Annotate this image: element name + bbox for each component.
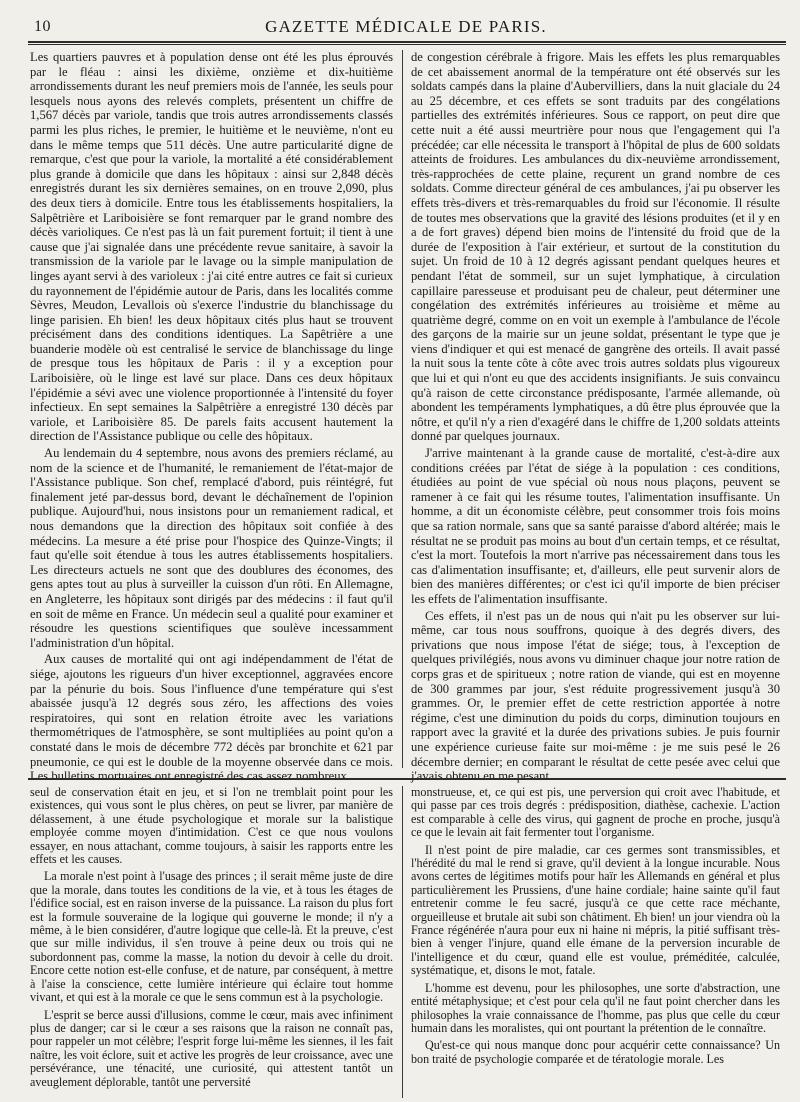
- upper-left-paragraph-1: Les quartiers pauvres et à population dense ont été les plus éprouvés par le fléau : ainsi les dixième, onzième et dix-huitième arrondissements durant les neuf premiers mois de l'année, les seuls pour lesquels nous ayons des relevés complets, présentent un chiffre de 1,567 décès par variole, tandis que trois autres arrondissements classés parmi les plus riches, le premier, le huitième et le neuvième, n'ont eu dans le même temps que 511 décès. Une autre particularité digne de remarque, c'est que pour la variole, la mortalité a été considérablement plus grande à domicile que dans les hôpitaux : ainsi sur 2,848 décès enregistrés durant les six dernières semaines, on en trouve 2,090, plus des deux tiers à domicile. Entre tous les établissements hospitaliers, la Salpêtrière et Lariboisière se font remarquer par le grand nombre des décès varioliques. Ce n'est pas là un fait purement fortuit; il tient à une cause que j'ai signalée dans une précédente revue sanitaire, à savoir la transmission de la variole par le lavage ou la simple manipulation de linges ayant servi à des varioleux : j'ai cité entre autres ce fait si curieux du rayonnement de l'épidémie autour de Paris, dans les localités comme Sèvres, Meudon, Levallois où s'exerce l'industrie du blanchissage du linge parisien. Eh bien! les deux hôpitaux cités plus haut se trouvent précisément dans des conditions identiques. La Sapêtrière a une buanderie modèle où est centralisé le service de blanchissage du linge de presque tous les hôpitaux de Paris : il y a exception pour Lariboisière, où le linge est lavé sur place. Dans ces deux hôpitaux l'épidémie a sévi avec une violence proportionnée à l'intensité du foyer infectieux. En sept semaines la Salpêtrière a enregistré 130 décès par variole, et Lariboisière 85. De parels faits accusent hautement la direction de l'Assistance publique ou celle des hôpitaux.: [30, 50, 393, 444]
- header-rule-thin: [28, 44, 786, 45]
- upper-right-column: [411, 50, 780, 784]
- lower-right-paragraph-3: L'homme est devenu, pour les philosophes, une sorte d'abstraction, une entité métaphysique; et c'est pour cela qu'il ne faut point chercher dans les philosophes la vraie connaissance de l'homme, pas plus que celle du cœur humain dans les moralistes, qui ont pourtant la prétention de le connaître.: [411, 980, 780, 1035]
- page-number: 10: [34, 18, 51, 35]
- lower-left-paragraph-3: L'esprit se berce aussi d'illusions, comme le cœur, mais avec infiniment plus de danger; car si le cœur a ses raisons que la raison ne connaît pas, pour rappeler un mot célèbre; l'esprit forge lui-même les siennes, il les fait naître, les voit éclore, suit et active les progrès de leur croissance, avec une persévérance, une ténacité, une curiosité, qui attestent tantôt un aveuglement déplorable, tantôt une perversité: [30, 1007, 393, 1089]
- section-rule: [28, 778, 786, 780]
- page-header: [30, 14, 782, 38]
- lower-right-paragraph-4: Qu'est-ce qui nous manque donc pour acquérir cette connaissance? Un bon traité de psychologie comparée et de tératologie morale. Les: [411, 1038, 780, 1066]
- upper-left-column: [30, 50, 393, 784]
- lower-right-paragraph-1: monstrueuse, et, ce qui est pis, une perversion qui croit avec l'habitude, et qui passe par ces trois degrés : prédisposition, diathèse, cachexie. L'action est comparable à celle des virus, qui gagnent de proche en proche, jusqu'à ce que le levain ait fait fermenter tout l'organisme.: [411, 785, 780, 840]
- lower-right-paragraph-2: Il n'est point de pire maladie, car ces germes sont transmissibles, et l'hérédité du mal le rend si grave, qu'il devient à la longue incurable. Nous avons certes de légitimes motifs pour haïr les Allemands en général et plus particulièrement les Prussiens, d'une haine cordiale; haine sainte qu'il faut entretenir comme le feu sacré, jusqu'à ce que cette race méchante, orgueilleuse et brutale ait subi son châtiment. Eh bien! un jour viendra où la France régénérée n'aura pour eux ni haine ni mépris, la pitié suffisant très-bien à venger l'injure, quand elle émane de la perversion incurable de l'intelligence et du cœur, quand elle est voulue, préméditée, calculée, systématique, et, disons le mot, fatale.: [411, 842, 780, 978]
- upper-left-paragraph-3: Aux causes de mortalité qui ont agi indépendamment de l'état de siége, ajoutons les rigueurs d'un hiver exceptionnel, aggravées encore par la pénurie du bois. Sous l'influence d'une température qui s'est abaissée jusqu'à 12 degrés sous zéro, les affections des voies respiratoires, qui sont en relation étroite avec les variations thermométriques de l'atmosphère, se sont multipliées au point qu'on a constaté dans le mois de décembre 772 décès par bronchite et 621 par pneumonie, ce qui est le double de la moyenne observée dans ce mois. Les bulletins mortuaires ont enregistré des cas assez nombreux: [30, 652, 393, 784]
- lower-right-column: [411, 786, 780, 1098]
- lower-left-paragraph-1: seul de conservation était en jeu, et si l'on ne tremblait point pour les existences, qui vous sont le plus chères, on peut se livrer, par manière de délassement, à une étude psychologique et morale sur la balistique employée comme moyen d'intimidation. C'est ce que nous voulons essayer, en nous attachant, comme toujours, à saisir les rapports entre les effets et les causes.: [30, 785, 393, 867]
- journal-title: GAZETTE MÉDICALE DE PARIS.: [265, 17, 547, 36]
- lower-left-column: [30, 786, 393, 1098]
- upper-right-paragraph-3: Ces effets, il n'est pas un de nous qui n'ait pu les observer sur lui-même, car tous nous souffrons, quoique à des degrés divers, des privations que nous impose l'état de siége; tous, à l'exception de quelques privilégiés, nous avons vu diminuer chaque jour notre ration de corps gras et de spiritueux ; notre ration de viande, qui est en moyenne de 300 grammes par jour, s'est réduite progressivement jusqu'à 30 grammes. Or, le premier effet de cette restriction apportée à notre régime, c'est une diminution du poids du corps, diminution toujours en rapport avec la gravité et la durée des privations subies. Je puis fournir une expérience curieuse faite sur moi-même : je me suis pesé le 26 décembre dernier; en comparant le résultat de cette pesée avec celui que j'avais obtenu en me pesant: [411, 608, 780, 784]
- upper-column-divider: [402, 50, 403, 768]
- upper-left-paragraph-2: Au lendemain du 4 septembre, nous avons des premiers réclamé, au nom de la science et de l'humanité, le remaniement de l'état-major de l'Assistance publique. Son chef, remplacé d'abord, puis réintégré, fut finalement jeté par-dessus bord, devant le déchaînement de l'opinion publique. Aujourd'hui, nous insistons pour un remaniement radical, et nous demandons que la direction des hôpitaux soit confiée à des médecins. La mesure a été prise pour l'hospice des Quinze-Vingts; il faut qu'elle soit étendue à tous les autres établissements hospitaliers. Les directeurs actuels ne sont que des doublures des économes, des gens aptes tout au plus à surveiller la cuisson d'un rôti. En Allemagne, en Angleterre, les hôpitaux sont dirigés par des médecins : il faut qu'il en soit de même en France. Un médecin seul a qualité pour examiner et résoudre les questions scientifiques que soulève incessamment l'administration d'un hôpital.: [30, 446, 393, 650]
- lower-column-divider: [402, 786, 403, 1098]
- upper-right-paragraph-1: de congestion cérébrale à frigore. Mais les effets les plus remarquables de cet abaissement anormal de la température ont été observés sur les soldats campés dans la plaine d'Aubervilliers, dans la nuit glaciale du 24 au 25 décembre, et ces effets se sont traduits par des congélations partielles des extrémités inférieures. Sous ce rapport, on peut dire que cette nuit a été aussi meurtrière pour nous que l'engagement qui l'a précédée; car elle nécessita le transport à l'hôpital de plus de 600 soldats atteints de froidures. Les ambulances du dix-neuvième arrondissement, très-rapprochées de cette plaine, reçurent un grand nombre de ces soldats. Comme directeur général de ces ambulances, j'ai pu observer les effets très-divers et très-remarquables du froid sur l'économie. Il résulte de toutes mes observations que la gravité des lésions produites (et il y en a de fort graves) dépend bien moins de l'intensité du froid que de la durée de l'exposition à l'air extérieur, et surtout de la constitution du sujet. Un froid de 10 à 12 degrés agissant pendant quelques heures et pendant l'état de sommeil, sur un sujet lymphatique, à circulation capillaire paresseuse et produisant peu de chaleur, peut déterminer une congélation des extrémités inférieures au troisième et même au quatrième degré, comme on en voit un exemple à l'ambulance de l'école des garçons de la mairie sur un jeune soldat, présentant le type que je viens d'indiquer et qui est menacé de gangrène des orteils. Il avait passé la nuit sous la tente côte à côte avec trois autres soldats plus vigoureux que lui et qui n'ont eu que des accidents insignifiants. Je suis convaincu qu'à raison de cette circonstance prédisposante, l'armée allemande, où abondent les tempéraments lymphatiques, a dû être plus éprouvée que la nôtre, et qu'il n'y a rien d'exagéré dans le chiffre de 1,200 soldats atteints donné par quelques journaux.: [411, 50, 780, 444]
- header-rule: [28, 41, 786, 43]
- upper-right-paragraph-2: J'arrive maintenant à la grande cause de mortalité, c'est-à-dire aux conditions créées par l'état de siége à la population : ces conditions, étudiées au point de vue spécial où nous nous plaçons, peuvent se ramener à ce fait qui les résume toutes, l'alimentation insuffisante. Un homme, a dit un économiste célèbre, peut consommer trois fois moins que sa ration normale, sans que sa santé paraisse d'abord altérée; mais le résultat ne se produit pas moins au bout d'un certain temps, et ce résultat, c'est la mort. Toutefois la mort n'arrive pas nécessairement dans tous les cas d'alimentation insuffisante; et, d'ailleurs, elle peut survenir alors de bien des manières différentes; or c'est ici qu'il importe de bien préciser les effets de l'alimentation insuffisante.: [411, 446, 780, 606]
- lower-left-paragraph-2: La morale n'est point à l'usage des princes ; il serait même juste de dire que la morale, dans toutes les conditions de la vie, et à tous les étages de l'édifice social, est en raison inverse de la puissance. La raison du plus fort est la formule souveraine de la logique qui gouverne le monde; il n'y a même, à le bien considérer, d'autre logique que celle-là. Et la preuve, c'est que sur mille individus, il s'en trouve à peine deux ou trois qui ne subordonnent pas, comme la masse, la notion du devoir à celle du droit. Encore cette notion est-elle confuse, et de nature, par conséquent, à mettre à l'aise la conscience, cette lumière intérieure qui éclaire tout homme vivant, et qui est à la morale ce que le sens commun est à la psychologie.: [30, 869, 393, 1005]
